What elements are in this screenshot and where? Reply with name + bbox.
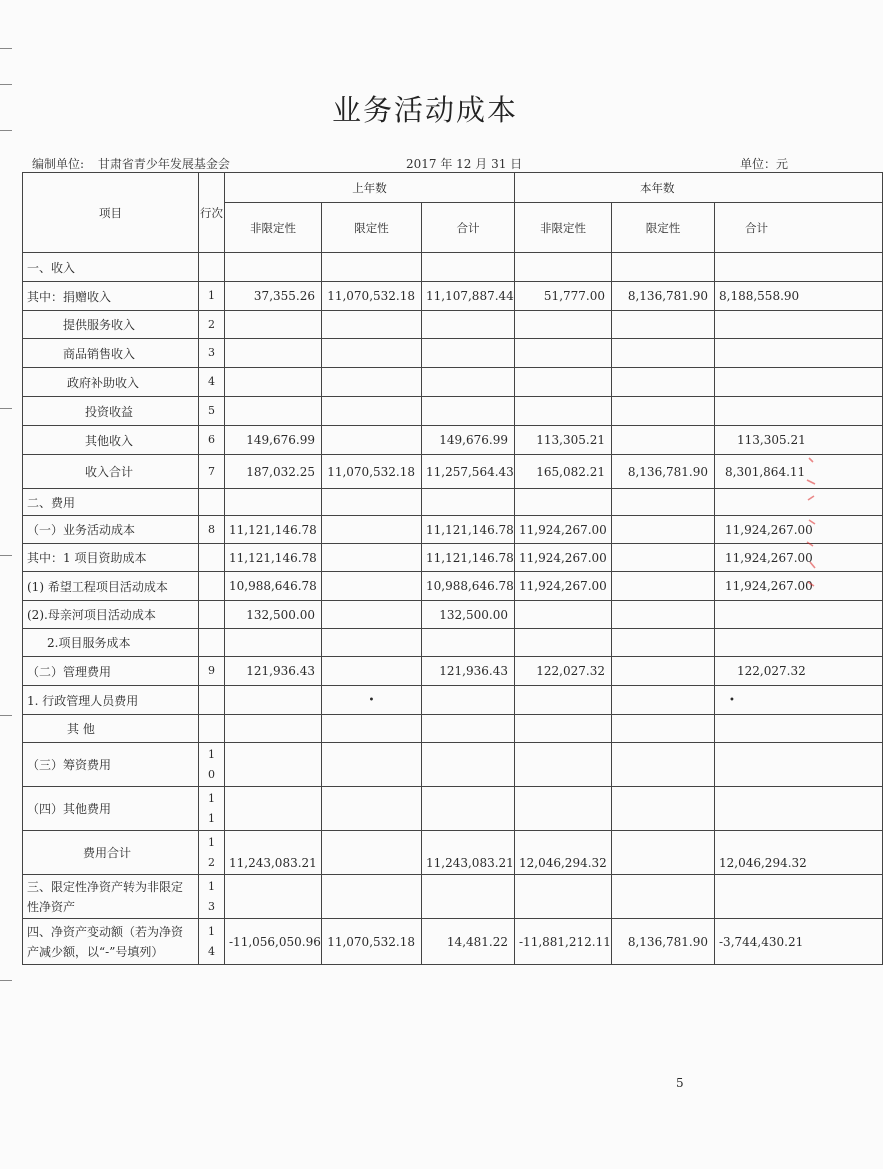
prev-restricted xyxy=(322,572,422,601)
curr-restricted xyxy=(612,743,715,787)
curr-total: 122,027.32 xyxy=(715,657,883,686)
prev-unrestricted xyxy=(225,787,322,831)
curr-unrestricted xyxy=(515,686,612,715)
column-header-prev-unrestricted: 非限定性 xyxy=(225,203,322,253)
curr-total: 11,924,267.00 xyxy=(715,572,883,601)
curr-restricted xyxy=(612,601,715,629)
curr-unrestricted: 113,305.21 xyxy=(515,426,612,455)
prev-unrestricted xyxy=(225,339,322,368)
prev-restricted xyxy=(322,657,422,686)
prev-restricted xyxy=(322,544,422,572)
curr-unrestricted xyxy=(515,339,612,368)
curr-total xyxy=(715,253,883,282)
row-label: (2).母亲河项目活动成本 xyxy=(23,601,199,629)
curr-total: • xyxy=(715,686,883,715)
line-no: 13 xyxy=(199,875,225,919)
row-label: 二、费用 xyxy=(23,489,199,516)
prev-restricted xyxy=(322,743,422,787)
curr-restricted: 8,136,781.90 xyxy=(612,282,715,311)
line-no: 9 xyxy=(199,657,225,686)
prev-unrestricted: 11,121,146.78 xyxy=(225,544,322,572)
red-seal-fragment xyxy=(803,450,819,600)
prev-unrestricted: 10,988,646.78 xyxy=(225,572,322,601)
line-no: 7 xyxy=(199,455,225,489)
curr-unrestricted xyxy=(515,368,612,397)
table-row xyxy=(23,397,883,426)
curr-unrestricted xyxy=(515,311,612,339)
prev-unrestricted: 149,676.99 xyxy=(225,426,322,455)
curr-unrestricted: 165,082.21 xyxy=(515,455,612,489)
table-row xyxy=(23,253,883,282)
prev-unrestricted xyxy=(225,489,322,516)
prev-unrestricted: 132,500.00 xyxy=(225,601,322,629)
prev-total: 149,676.99 xyxy=(422,426,515,455)
table-row xyxy=(23,426,883,455)
curr-restricted xyxy=(612,397,715,426)
prev-unrestricted: 187,032.25 xyxy=(225,455,322,489)
curr-total: 11,924,267.00 xyxy=(715,544,883,572)
scan-edge-mark xyxy=(0,555,12,556)
curr-restricted xyxy=(612,368,715,397)
column-header-prev-year: 上年数 xyxy=(225,173,515,203)
line-no: 14 xyxy=(199,919,225,965)
prev-unrestricted xyxy=(225,311,322,339)
curr-total: 113,305.21 xyxy=(715,426,883,455)
prev-unrestricted xyxy=(225,715,322,743)
line-no xyxy=(199,715,225,743)
scan-edge-mark xyxy=(0,84,12,85)
curr-total xyxy=(715,397,883,426)
prev-total: 11,121,146.78 xyxy=(422,544,515,572)
curr-restricted xyxy=(612,787,715,831)
line-no xyxy=(199,686,225,715)
curr-unrestricted: 11,924,267.00 xyxy=(515,516,612,544)
curr-unrestricted: 12,046,294.32 xyxy=(515,831,612,875)
curr-unrestricted xyxy=(515,743,612,787)
cost-table xyxy=(22,172,883,965)
prev-restricted xyxy=(322,489,422,516)
table-row xyxy=(23,516,883,544)
line-no: 1 xyxy=(199,282,225,311)
prev-total xyxy=(422,787,515,831)
prev-restricted: 11,070,532.18 xyxy=(322,919,422,965)
prev-total xyxy=(422,629,515,657)
table-row xyxy=(23,489,883,516)
line-no: 4 xyxy=(199,368,225,397)
column-header-curr-year: 本年数 xyxy=(515,173,883,203)
curr-total xyxy=(715,629,883,657)
curr-unrestricted: -11,881,212.11 xyxy=(515,919,612,965)
table-row xyxy=(23,572,883,601)
curr-total xyxy=(715,311,883,339)
column-header-curr-restricted: 限定性 xyxy=(612,203,715,253)
curr-restricted: 8,136,781.90 xyxy=(612,919,715,965)
prev-total: 11,107,887.44 xyxy=(422,282,515,311)
curr-total: 12,046,294.32 xyxy=(715,831,883,875)
curr-total xyxy=(715,743,883,787)
curr-unrestricted xyxy=(515,601,612,629)
curr-total: -3,744,430.21 xyxy=(715,919,883,965)
row-label: 1. 行政管理人员费用 xyxy=(23,686,199,715)
curr-restricted xyxy=(612,339,715,368)
prev-total xyxy=(422,489,515,516)
row-label: 政府补助收入 xyxy=(23,368,199,397)
prev-restricted xyxy=(322,311,422,339)
table-row xyxy=(23,544,883,572)
line-no: 5 xyxy=(199,397,225,426)
prev-restricted xyxy=(322,339,422,368)
scan-edge-mark xyxy=(0,715,12,716)
prev-unrestricted xyxy=(225,368,322,397)
curr-restricted xyxy=(612,311,715,339)
table-row xyxy=(23,282,883,311)
column-header-curr-total: 合计 xyxy=(715,203,883,253)
curr-restricted: 8,136,781.90 xyxy=(612,455,715,489)
prev-restricted xyxy=(322,629,422,657)
table-row xyxy=(23,601,883,629)
curr-restricted xyxy=(612,426,715,455)
curr-unrestricted: 11,924,267.00 xyxy=(515,544,612,572)
row-label: 2.项目服务成本 xyxy=(23,629,199,657)
prev-unrestricted: 37,355.26 xyxy=(225,282,322,311)
curr-total: 8,301,864.11 xyxy=(715,455,883,489)
row-label: 四、净资产变动额（若为净资产减少额，以“-”号填列） xyxy=(23,919,199,965)
table-row xyxy=(23,339,883,368)
curr-restricted xyxy=(612,253,715,282)
prev-total xyxy=(422,686,515,715)
prev-total: 11,243,083.21 xyxy=(422,831,515,875)
prev-restricted xyxy=(322,601,422,629)
prev-restricted xyxy=(322,253,422,282)
row-label: 商品销售收入 xyxy=(23,339,199,368)
curr-restricted xyxy=(612,686,715,715)
curr-total xyxy=(715,601,883,629)
table-row xyxy=(23,919,883,965)
prev-total: 132,500.00 xyxy=(422,601,515,629)
organization-line xyxy=(32,155,230,172)
scan-edge-mark xyxy=(0,48,12,49)
curr-restricted xyxy=(612,489,715,516)
prev-unrestricted xyxy=(225,629,322,657)
curr-restricted xyxy=(612,629,715,657)
curr-restricted xyxy=(612,572,715,601)
prev-total: 11,257,564.43 xyxy=(422,455,515,489)
cost-table-container xyxy=(22,172,813,972)
row-label: 其中：捐赠收入 xyxy=(23,282,199,311)
scan-edge-mark xyxy=(0,980,12,981)
row-label: 收入合计 xyxy=(23,455,199,489)
line-no xyxy=(199,572,225,601)
prev-total: 10,988,646.78 xyxy=(422,572,515,601)
prev-restricted: • xyxy=(322,686,422,715)
line-no xyxy=(199,601,225,629)
curr-total xyxy=(715,489,883,516)
prev-total: 11,121,146.78 xyxy=(422,516,515,544)
column-header-item: 项目 xyxy=(23,173,199,253)
line-no: 3 xyxy=(199,339,225,368)
curr-total xyxy=(715,875,883,919)
prev-restricted xyxy=(322,715,422,743)
curr-unrestricted xyxy=(515,875,612,919)
column-header-line-no: 行次 xyxy=(199,173,225,253)
prev-unrestricted xyxy=(225,686,322,715)
table-row xyxy=(23,686,883,715)
line-no: 10 xyxy=(199,743,225,787)
curr-restricted xyxy=(612,657,715,686)
prev-restricted: 11,070,532.18 xyxy=(322,282,422,311)
line-no xyxy=(199,253,225,282)
curr-unrestricted: 51,777.00 xyxy=(515,282,612,311)
table-row xyxy=(23,715,883,743)
table-row xyxy=(23,831,883,875)
seal-fragment-icon xyxy=(803,450,819,600)
table-row xyxy=(23,787,883,831)
line-no xyxy=(199,544,225,572)
prev-restricted xyxy=(322,397,422,426)
curr-restricted xyxy=(612,875,715,919)
prev-restricted xyxy=(322,426,422,455)
table-row xyxy=(23,629,883,657)
curr-unrestricted xyxy=(515,629,612,657)
prev-restricted xyxy=(322,875,422,919)
row-label: （四）其他费用 xyxy=(23,787,199,831)
prev-restricted xyxy=(322,787,422,831)
curr-unrestricted: 122,027.32 xyxy=(515,657,612,686)
prev-total xyxy=(422,397,515,426)
curr-total xyxy=(715,368,883,397)
prev-total xyxy=(422,875,515,919)
prev-total xyxy=(422,368,515,397)
column-header-prev-restricted: 限定性 xyxy=(322,203,422,253)
curr-unrestricted xyxy=(515,397,612,426)
row-label: (1) 希望工程项目活动成本 xyxy=(23,572,199,601)
prev-total xyxy=(422,743,515,787)
line-no: 6 xyxy=(199,426,225,455)
curr-total: 8,188,558.90 xyxy=(715,282,883,311)
line-no xyxy=(199,629,225,657)
prev-unrestricted: 121,936.43 xyxy=(225,657,322,686)
row-label: 其 他 xyxy=(23,715,199,743)
line-no: 8 xyxy=(199,516,225,544)
organization-label: 编制单位: xyxy=(32,157,85,171)
scan-edge-mark xyxy=(0,130,12,131)
organization-name: 甘肃省青少年发展基金会 xyxy=(97,157,230,171)
table-row xyxy=(23,875,883,919)
prev-total xyxy=(422,339,515,368)
prev-total xyxy=(422,253,515,282)
table-row xyxy=(23,455,883,489)
curr-restricted xyxy=(612,831,715,875)
prev-restricted xyxy=(322,516,422,544)
row-label: 其他收入 xyxy=(23,426,199,455)
prev-total xyxy=(422,715,515,743)
row-label: 费用合计 xyxy=(23,831,199,875)
prev-unrestricted: 11,121,146.78 xyxy=(225,516,322,544)
row-label: 提供服务收入 xyxy=(23,311,199,339)
line-no: 12 xyxy=(199,831,225,875)
prev-unrestricted xyxy=(225,743,322,787)
page-number: 5 xyxy=(676,1076,684,1090)
row-label: 投资收益 xyxy=(23,397,199,426)
row-label: （一）业务活动成本 xyxy=(23,516,199,544)
row-label: 三、限定性净资产转为非限定性净资产 xyxy=(23,875,199,919)
prev-unrestricted xyxy=(225,397,322,426)
prev-unrestricted xyxy=(225,253,322,282)
row-label: 其中：1 项目资助成本 xyxy=(23,544,199,572)
prev-total: 14,481.22 xyxy=(422,919,515,965)
curr-total xyxy=(715,339,883,368)
table-row xyxy=(23,743,883,787)
table-row xyxy=(23,311,883,339)
prev-total xyxy=(422,311,515,339)
line-no xyxy=(199,489,225,516)
column-header-prev-total: 合计 xyxy=(422,203,515,253)
page-title: 业务活动成本 xyxy=(331,93,518,127)
curr-total: 11,924,267.00 xyxy=(715,516,883,544)
curr-unrestricted: 11,924,267.00 xyxy=(515,572,612,601)
prev-unrestricted: 11,243,083.21 xyxy=(225,831,322,875)
prev-restricted xyxy=(322,368,422,397)
line-no: 11 xyxy=(199,787,225,831)
table-row xyxy=(23,368,883,397)
report-date: 2017 年 12 月 31 日 xyxy=(406,157,523,171)
curr-unrestricted xyxy=(515,253,612,282)
line-no: 2 xyxy=(199,311,225,339)
prev-restricted xyxy=(322,831,422,875)
row-label: （二）管理费用 xyxy=(23,657,199,686)
prev-unrestricted: -11,056,050.96 xyxy=(225,919,322,965)
curr-restricted xyxy=(612,544,715,572)
table-row xyxy=(23,657,883,686)
curr-unrestricted xyxy=(515,787,612,831)
curr-total xyxy=(715,715,883,743)
curr-unrestricted xyxy=(515,715,612,743)
prev-restricted: 11,070,532.18 xyxy=(322,455,422,489)
curr-restricted xyxy=(612,516,715,544)
currency-unit: 单位：元 xyxy=(740,157,789,171)
row-label: （三）筹资费用 xyxy=(23,743,199,787)
prev-total: 121,936.43 xyxy=(422,657,515,686)
curr-unrestricted xyxy=(515,489,612,516)
scan-edge-mark xyxy=(0,408,12,409)
curr-restricted xyxy=(612,715,715,743)
column-header-curr-unrestricted: 非限定性 xyxy=(515,203,612,253)
row-label: 一、收入 xyxy=(23,253,199,282)
prev-unrestricted xyxy=(225,875,322,919)
curr-total xyxy=(715,787,883,831)
